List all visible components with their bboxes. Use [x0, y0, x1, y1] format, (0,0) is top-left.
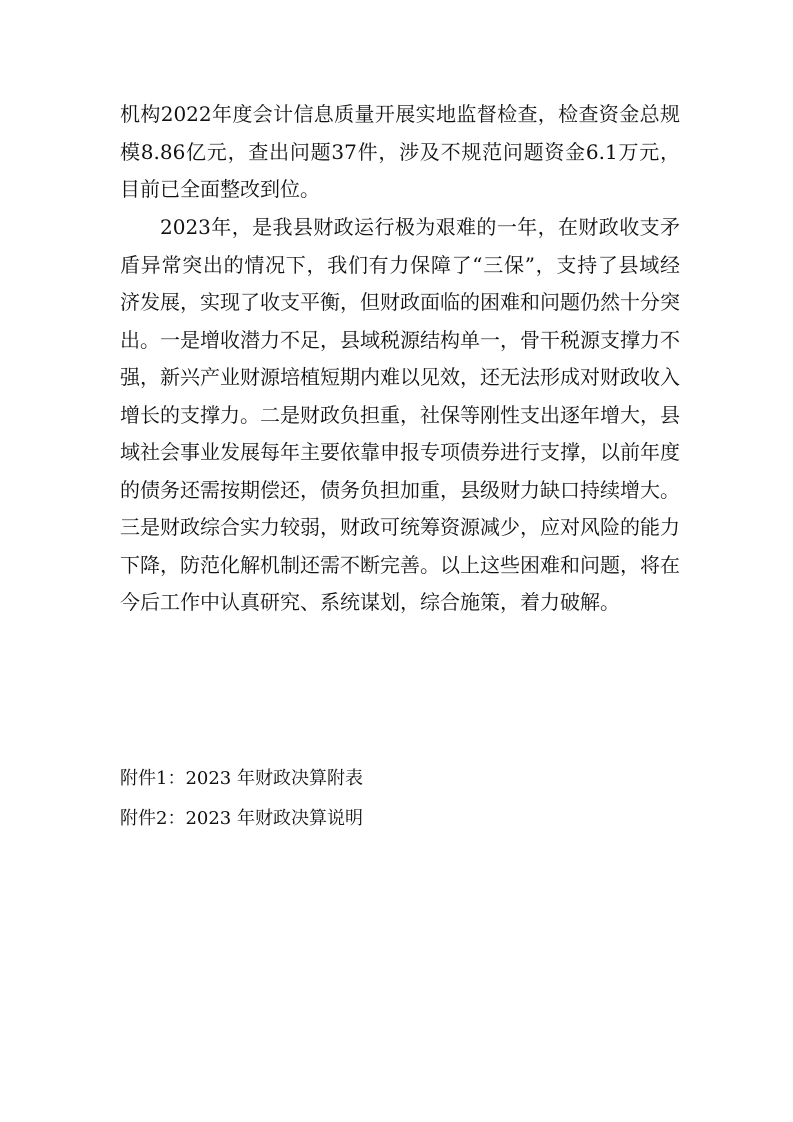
attachment-1: 附件1：2023 年财政决算附表 — [120, 768, 363, 789]
paragraph-fiscal-challenges: 2023年，是我县财政运行极为艰难的一年，在财政收支矛盾异常突出的情况下，我们有力保障了“三保”，支持了县域经济发展，实现了收支平衡，但财政面临的困难和问题仍然十分突出。一是增收潜力不足，县域税源结构单一，骨干税源支撑力不强，新兴产业财源培植短期内难以见效，还无法形成对财政收入增长的支撑力。二是财政负担重，社保等刚性支出逐年增大，县域社会事业发展每年主要依靠申报专项债券进行支撑，以前年度的债务还需按期偿还，债务负担加重，县级财力缺口持续增大。三是财政综合实力较弱，财政可统筹资源减少，应对风险的能力下降，防范化解机制还需不断完善。以上这些困难和问题，将在今后工作中认真研究、系统谋划，综合施策，着力破解。 — [120, 215, 680, 614]
paragraph-inspection-summary: 机构2022年度会计信息质量开展实地监督检查，检查资金总规模8.86亿元，查出问题37件，涉及不规范问题资金6.1万元，目前已全面整改到位。 — [120, 102, 680, 201]
attachments-list — [120, 759, 680, 839]
attachment-2: 附件2：2023 年财政决算说明 — [120, 808, 363, 829]
